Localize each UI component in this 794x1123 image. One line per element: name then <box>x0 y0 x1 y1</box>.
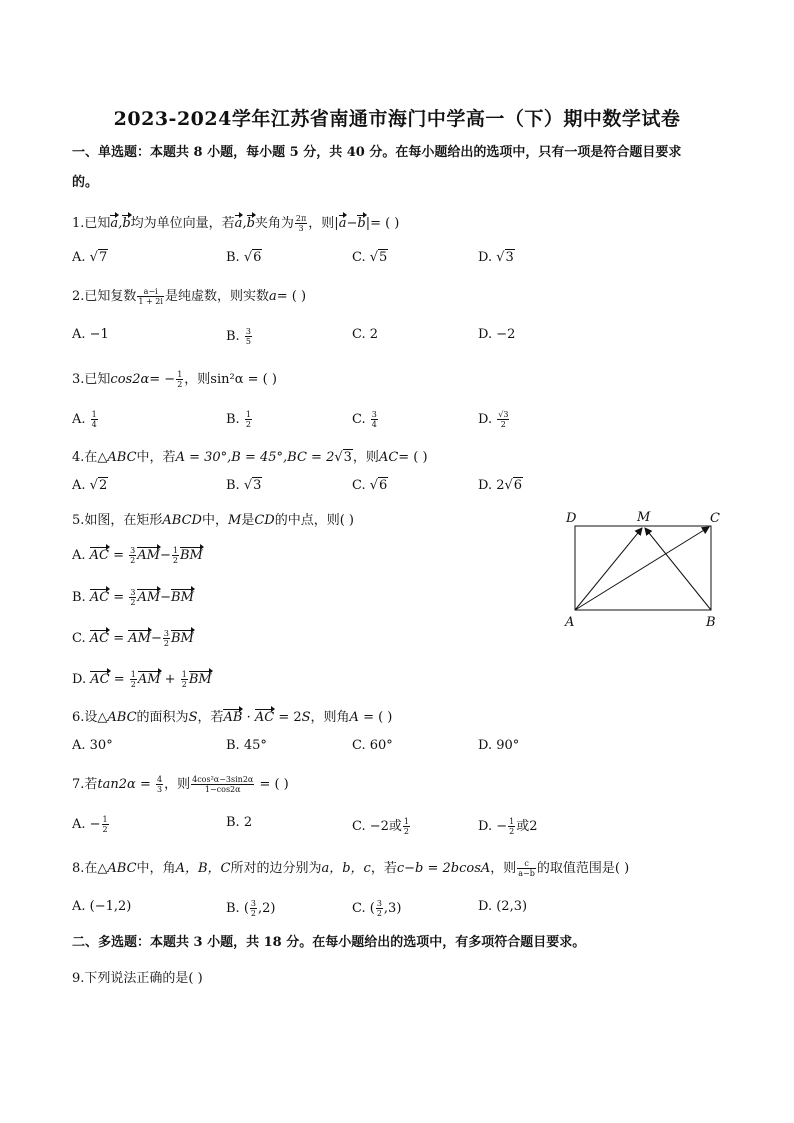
section2-instructions: 二、多选题：本题共 3 小题，共 18 分。在每小题给出的选项中，有多项符合题目要求。 <box>72 935 586 950</box>
label-d: D <box>566 511 577 526</box>
question-3-options <box>72 410 672 432</box>
option-d[interactable]: D. $\frac{√3}{2}$ <box>478 410 509 429</box>
question-2-options <box>72 327 672 349</box>
option-b[interactable]: B. 2 <box>226 815 253 830</box>
fraction: $\frac{2\pi}{3}$ <box>295 214 307 233</box>
exam-title: 2023-2024学年江苏省南通市海门中学高一（下）期中数学试卷 <box>113 108 681 130</box>
option-c[interactable]: C. AC = AM− $\frac{3}{2}$ BM <box>72 629 194 648</box>
fraction: $\frac{a-i}{1 + 2i}$ <box>138 287 163 306</box>
question-3: 3.已知cos2α= − $\frac{1}{2}$ ，则sin²α = ( ) <box>72 370 277 389</box>
option-b[interactable]: B. 45° <box>226 738 267 753</box>
option-c[interactable]: C. 60° <box>352 738 393 753</box>
question-7-options <box>72 815 672 837</box>
label-a: A <box>565 615 575 630</box>
label-c: C <box>710 511 720 526</box>
section1-line2: 的。 <box>72 175 99 190</box>
section1-line1: 一、单选题：本题共 8 小题，每小题 5 分，共 40 分。在每小题给出的选项中，只有一项是符合题目要求 <box>72 145 682 160</box>
option-c[interactable]: C. 2 <box>352 327 379 342</box>
vector-am <box>575 528 642 610</box>
option-c[interactable]: C. √5 <box>352 250 388 265</box>
label-m: M <box>637 510 651 525</box>
question-4: 4.在△ABC中，若A = 30°,B = 45°,BC = 2√3，则AC= ( ) <box>72 450 428 465</box>
rectangle-figure <box>560 508 730 633</box>
question-1-options <box>72 250 672 272</box>
option-a[interactable]: A. AC = $\frac{3}{2}$ AM− $\frac{1}{2}$ BM <box>72 546 203 565</box>
question-5: 5.如图，在矩形ABCD中，M是CD的中点，则( ) <box>72 513 354 528</box>
option-c[interactable]: C. $\frac{3}{4}$ <box>352 410 377 429</box>
option-b[interactable]: B. AC = $\frac{3}{2}$ AM−BM <box>72 588 194 607</box>
question-6-options <box>72 738 672 760</box>
option-c[interactable]: C. −2或 $\frac{1}{2}$ <box>352 817 410 836</box>
question-8: 8.在△ABC中，角A，B，C所对的边分别为a，b，c，若c−b = 2bcosA，则 $\frac{c}{a-b}$ 的取值范围是( ) <box>72 859 630 878</box>
option-c[interactable]: C. √6 <box>352 478 388 493</box>
option-d[interactable]: D. (2,3) <box>478 899 528 914</box>
option-d[interactable]: D. AC = $\frac{1}{2}$ AM + $\frac{1}{2}$ BM <box>72 670 212 689</box>
option-a[interactable]: A. 30° <box>72 738 113 753</box>
question-7: 7.若tan2α = $\frac{4}{3}$ ，则 $\frac{\text{4cos²α−3sin2α}}{1-\cos 2\alpha}$ = ( ) <box>72 775 289 794</box>
option-a[interactable]: A. − $\frac{1}{2}$ <box>72 815 108 834</box>
option-a[interactable]: A. $\frac{1}{4}$ <box>72 410 97 429</box>
option-b[interactable]: B. ( $\frac{3}{2}$ ,2) <box>226 899 276 918</box>
option-d[interactable]: D. − $\frac{1}{2}$ 或2 <box>478 817 538 836</box>
question-9: 9.下列说法正确的是( ) <box>72 971 203 986</box>
vector-bm <box>645 528 711 610</box>
option-d[interactable]: D. √3 <box>478 250 514 265</box>
option-d[interactable]: D. −2 <box>478 327 516 342</box>
question-1: 1.已知a,b均为单位向量，若a,b夹角为 $\frac{2\pi}{3}$ ，则|a−b|= ( ) <box>72 214 400 233</box>
option-d[interactable]: D. 2√6 <box>478 478 523 493</box>
question-4-options <box>72 478 672 500</box>
option-a[interactable]: A. √7 <box>72 250 108 265</box>
option-b[interactable]: B. √6 <box>226 250 262 265</box>
option-a[interactable]: A. √2 <box>72 478 108 493</box>
section1-instructions <box>72 138 732 198</box>
question-6: 6.设△ABC的面积为S，若AB · AC = 2S，则角A = ( ) <box>72 710 393 725</box>
option-b[interactable]: B. $\frac{3}{5}$ <box>226 327 251 346</box>
question-2: 2.已知复数 $\frac{a-i}{1 + 2i}$ 是纯虚数，则实数a= ( ) <box>72 287 307 306</box>
option-b[interactable]: B. $\frac{1}{2}$ <box>226 410 251 429</box>
option-a[interactable]: A. (−1,2) <box>72 899 132 914</box>
vector-ac <box>575 527 709 610</box>
option-b[interactable]: B. √3 <box>226 478 262 493</box>
option-d[interactable]: D. 90° <box>478 738 520 753</box>
option-a[interactable]: A. −1 <box>72 327 109 342</box>
question-8-options <box>72 899 672 921</box>
label-b: B <box>706 615 716 630</box>
option-c[interactable]: C. ( $\frac{3}{2}$ ,3) <box>352 899 402 918</box>
